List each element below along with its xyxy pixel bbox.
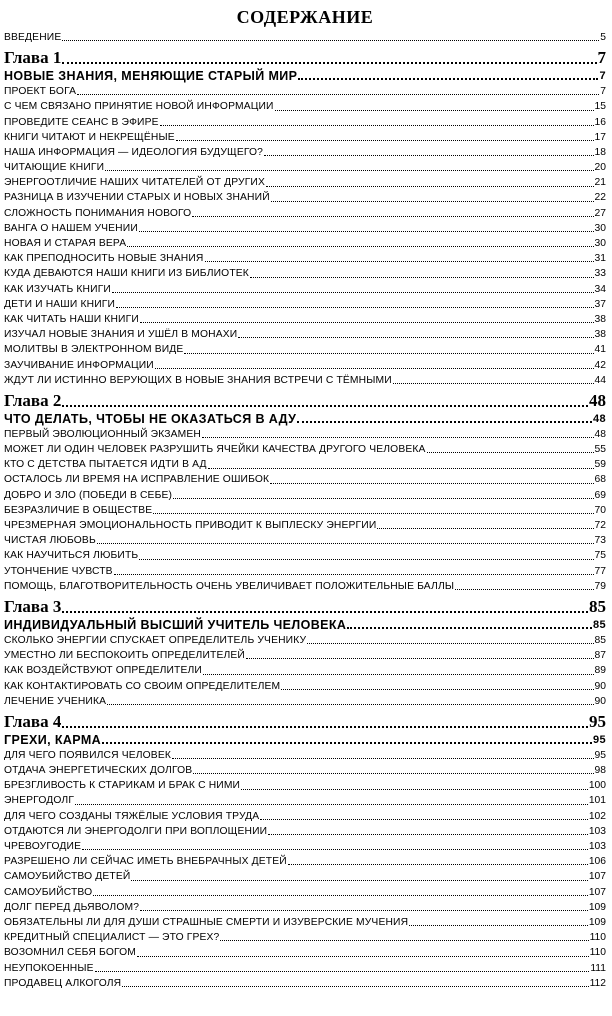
dot-leader — [377, 528, 593, 529]
toc-entry-page: 109 — [588, 901, 606, 913]
dot-leader — [208, 468, 594, 469]
toc-entry-title: БРЕЗГЛИВОСТЬ К СТАРИКАМ И БРАК С НИМИ — [4, 780, 241, 792]
toc-entry-title: ПРОВЕДИТЕ СЕАНС В ЭФИРЕ — [4, 116, 159, 128]
toc-entry-title: ПРОДАВЕЦ АЛКОГОЛЯ — [4, 977, 122, 989]
dot-leader — [288, 864, 588, 865]
dot-leader — [176, 140, 594, 141]
toc-entry-page: 5 — [600, 31, 606, 43]
toc-entry[interactable] — [4, 503, 606, 518]
dot-leader — [105, 170, 593, 171]
toc-entry-page: 21 — [594, 177, 606, 189]
toc-entry-title: ПОМОЩЬ, БЛАГОТВОРИТЕЛЬНОСТЬ ОЧЕНЬ УВЕЛИЧИВАЕТ ПОЛОЖИТЕЛЬНЫЕ БАЛЛЫ — [4, 580, 455, 592]
dot-leader — [193, 773, 593, 774]
toc-entry[interactable] — [4, 976, 606, 991]
toc-entry[interactable] — [4, 145, 606, 160]
dot-leader — [455, 589, 593, 590]
toc-entry-page: 90 — [594, 695, 606, 707]
chapter-heading[interactable] — [4, 596, 606, 617]
toc-entry-page: 106 — [588, 856, 606, 868]
toc-entry-page: 103 — [588, 841, 606, 853]
dot-leader — [75, 804, 588, 805]
dot-leader — [246, 658, 594, 659]
dot-leader — [160, 125, 594, 126]
toc-entry[interactable] — [4, 564, 606, 579]
dot-leader — [153, 513, 593, 514]
chapter-heading[interactable] — [4, 711, 606, 732]
toc-entry-page: 70 — [594, 504, 606, 516]
dot-leader — [205, 261, 594, 262]
toc-entry-title: ОСТАЛОСЬ ЛИ ВРЕМЯ НА ИСПРАВЛЕНИЕ ОШИБОК — [4, 474, 270, 486]
toc-entry[interactable] — [4, 961, 606, 976]
toc-list — [4, 47, 606, 991]
dot-leader — [266, 186, 594, 187]
toc-entry-page: 44 — [594, 374, 606, 386]
toc-entry-title: ЗАУЧИВАНИЕ ИНФОРМАЦИИ — [4, 359, 154, 371]
dot-leader — [268, 834, 588, 835]
toc-entry[interactable] — [4, 900, 606, 915]
dot-leader — [238, 337, 593, 338]
toc-entry[interactable] — [4, 442, 606, 457]
toc-intro-entry[interactable] — [4, 30, 606, 45]
toc-entry-page: 38 — [594, 329, 606, 341]
dot-leader — [62, 62, 596, 64]
section-heading[interactable] — [4, 411, 606, 427]
toc-entry-title: ВАНГА О НАШЕМ УЧЕНИИ — [4, 222, 138, 234]
toc-entry-page: 103 — [588, 825, 606, 837]
toc-entry[interactable] — [4, 518, 606, 533]
toc-entry[interactable] — [4, 869, 606, 884]
dot-leader — [140, 322, 594, 323]
toc-entry-title: ЭНЕРГООТЛИЧИЕ НАШИХ ЧИТАТЕЛЕЙ ОТ ДРУГИХ — [4, 177, 266, 189]
toc-entry-page: 107 — [588, 886, 606, 898]
toc-entry-title: ДОЛГ ПЕРЕД ДЬЯВОЛОМ? — [4, 901, 140, 913]
dot-leader — [250, 277, 594, 278]
toc-entry[interactable] — [4, 191, 606, 206]
toc-entry-title: КАК КОНТАКТИРОВАТЬ СО СВОИМ ОПРЕДЕЛИТЕЛЕМ — [4, 680, 281, 692]
toc-entry-page: 102 — [588, 810, 606, 822]
toc-entry[interactable] — [4, 579, 606, 594]
dot-leader — [137, 956, 589, 957]
dot-leader — [62, 726, 588, 728]
toc-entry[interactable] — [4, 297, 606, 312]
toc-entry-title: ОТДАЮТСЯ ЛИ ЭНЕРГОДОЛГИ ПРИ ВОПЛОЩЕНИИ — [4, 825, 268, 837]
dot-leader — [62, 405, 588, 407]
toc-entry-title: НОВАЯ И СТАРАЯ ВЕРА — [4, 238, 127, 250]
dot-leader — [241, 789, 588, 790]
dot-leader — [116, 307, 594, 308]
toc-entry-page: 111 — [590, 962, 606, 974]
toc-entry-page: 69 — [594, 489, 606, 501]
toc-entry-page: 110 — [589, 947, 606, 959]
section-heading-title: НОВЫЕ ЗНАНИЯ, МЕНЯЮЩИЕ СТАРЫЙ МИР — [4, 69, 298, 84]
chapter-heading-page: 85 — [589, 597, 606, 616]
toc-entry-title: УТОНЧЕНИЕ ЧУВСТВ — [4, 565, 113, 577]
toc-entry[interactable] — [4, 327, 606, 342]
toc-entry[interactable] — [4, 548, 606, 563]
section-heading[interactable] — [4, 68, 606, 84]
toc-entry[interactable] — [4, 373, 606, 388]
dot-leader — [192, 216, 593, 217]
toc-entry-title: КАК ВОЗДЕЙСТВУЮТ ОПРЕДЕЛИТЕЛИ — [4, 665, 202, 677]
toc-entry-page: 27 — [594, 207, 606, 219]
toc-entry[interactable] — [4, 915, 606, 930]
dot-leader — [112, 292, 594, 293]
toc-entry[interactable] — [4, 885, 606, 900]
toc-entry-page: 79 — [594, 580, 606, 592]
chapter-heading-title: Глава 1 — [4, 48, 62, 68]
toc-entry[interactable] — [4, 130, 606, 145]
toc-entry[interactable] — [4, 427, 606, 442]
toc-entry-title: ДЛЯ ЧЕГО СОЗДАНЫ ТЯЖЁЛЫЕ УСЛОВИЯ ТРУДА — [4, 810, 260, 822]
toc-entry-page: 30 — [594, 222, 606, 234]
toc-entry[interactable] — [4, 342, 606, 357]
toc-entry-page: 7 — [600, 86, 606, 98]
section-heading-title: ЧТО ДЕЛАТЬ, ЧТОБЫ НЕ ОКАЗАТЬСЯ В АДУ — [4, 411, 297, 426]
dot-leader — [409, 925, 588, 926]
toc-entry-page: 112 — [589, 977, 606, 989]
dot-leader — [93, 895, 588, 896]
toc-entry-title: КРЕДИТНЫЙ СПЕЦИАЛИСТ — ЭТО ГРЕХ? — [4, 932, 220, 944]
toc-entry-title: ЖДУТ ЛИ ИСТИННО ВЕРУЮЩИХ В НОВЫЕ ЗНАНИЯ ВСТРЕЧИ С ТЁМНЫМИ — [4, 374, 392, 386]
toc-entry-title: ЧРЕВОУГОДИЕ — [4, 841, 82, 853]
toc-entry-page: 48 — [594, 428, 606, 440]
dot-leader — [203, 674, 594, 675]
toc-entry-page: 33 — [594, 268, 606, 280]
dot-leader — [82, 849, 588, 850]
dot-leader — [102, 742, 592, 744]
toc-entry-title: ЭНЕРГОДОЛГ — [4, 795, 75, 807]
toc-entry[interactable] — [4, 794, 606, 809]
chapter-heading[interactable] — [4, 47, 606, 68]
toc-entry-title: ДОБРО И ЗЛО (ПОБЕДИ В СЕБЕ) — [4, 489, 173, 501]
toc-entry-title: ВВЕДЕНИЕ — [4, 31, 62, 43]
dot-leader — [202, 437, 594, 438]
toc-entry-title: С ЧЕМ СВЯЗАНО ПРИНЯТИЕ НОВОЙ ИНФОРМАЦИИ — [4, 101, 274, 113]
toc-entry-page: 72 — [594, 520, 606, 532]
toc-entry-page: 73 — [594, 535, 606, 547]
toc-entry-title: БЕЗРАЗЛИЧИЕ В ОБЩЕСТВЕ — [4, 504, 153, 516]
dot-leader — [173, 498, 593, 499]
dot-leader — [139, 559, 593, 560]
dot-leader — [427, 452, 594, 453]
toc-entry[interactable] — [4, 84, 606, 99]
dot-leader — [270, 483, 593, 484]
toc-entry[interactable] — [4, 312, 606, 327]
toc-entry[interactable] — [4, 115, 606, 130]
dot-leader — [95, 971, 590, 972]
chapter-heading-title: Глава 4 — [4, 711, 62, 731]
toc-entry[interactable] — [4, 282, 606, 297]
page-title: СОДЕРЖАНИЕ — [236, 7, 374, 27]
dot-leader — [97, 543, 594, 544]
dot-leader — [275, 110, 594, 111]
section-heading-page: 95 — [592, 733, 606, 746]
section-heading-title: ГРЕХИ, КАРМА — [4, 732, 102, 747]
toc-entry[interactable] — [4, 809, 606, 824]
dot-leader — [127, 246, 593, 247]
dot-leader — [264, 155, 594, 156]
toc-entry-page: 16 — [594, 116, 606, 128]
toc-entry-title: ЧРЕЗМЕРНАЯ ЭМОЦИОНАЛЬНОСТЬ ПРИВОДИТ К ВЫПЛЕСКУ ЭНЕРГИИ — [4, 520, 377, 532]
toc-entry-page: 100 — [588, 780, 606, 792]
toc-entry-page: 101 — [588, 795, 606, 807]
toc-entry-title: ОБЯЗАТЕЛЬНЫ ЛИ ДЛЯ ДУШИ СТРАШНЫЕ СМЕРТИ И ИЗУВЕРСКИЕ МУЧЕНИЯ — [4, 916, 409, 928]
dot-leader — [122, 986, 588, 987]
toc-entry[interactable] — [4, 824, 606, 839]
toc-entry-title: КАК НАУЧИТЬСЯ ЛЮБИТЬ — [4, 550, 139, 562]
toc-entry-page: 55 — [594, 444, 606, 456]
toc-entry-page: 89 — [594, 665, 606, 677]
toc-entry-title: КУДА ДЕВАЮТСЯ НАШИ КНИГИ ИЗ БИБЛИОТЕК — [4, 268, 249, 280]
dot-leader — [77, 94, 599, 95]
dot-leader — [298, 78, 598, 80]
toc-entry-title: КАК ПРЕПОДНОСИТЬ НОВЫЕ ЗНАНИЯ — [4, 253, 204, 265]
section-heading-title: ИНДИВИДУАЛЬНЫЙ ВЫСШИЙ УЧИТЕЛЬ ЧЕЛОВЕКА — [4, 618, 347, 632]
dot-leader — [271, 201, 594, 202]
toc-entry[interactable] — [4, 160, 606, 175]
dot-leader — [114, 574, 594, 575]
toc-entry-page: 59 — [594, 459, 606, 471]
dot-leader — [139, 231, 594, 232]
dot-leader — [281, 689, 593, 690]
toc-entry[interactable] — [4, 648, 606, 663]
toc-entry[interactable] — [4, 663, 606, 678]
toc-entry[interactable] — [4, 457, 606, 472]
toc-entry-title: РАЗНИЦА В ИЗУЧЕНИИ СТАРЫХ И НОВЫХ ЗНАНИЙ — [4, 192, 270, 204]
toc-entry-page: 77 — [594, 565, 606, 577]
toc-entry-title: ПРОЕКТ БОГА — [4, 86, 77, 98]
toc-entry-page: 17 — [594, 131, 606, 143]
toc-entry-page: 109 — [588, 916, 606, 928]
dot-leader — [107, 704, 593, 705]
dot-leader — [184, 353, 593, 354]
toc-entry[interactable] — [4, 99, 606, 114]
toc-entry-page: 22 — [594, 192, 606, 204]
dot-leader — [62, 611, 588, 613]
chapter-heading-title: Глава 3 — [4, 597, 62, 616]
toc-entry[interactable] — [4, 930, 606, 945]
toc-entry-title: ДЛЯ ЧЕГО ПОЯВИЛСЯ ЧЕЛОВЕК — [4, 749, 171, 761]
toc-entry-title: РАЗРЕШЕНО ЛИ СЕЙЧАС ИМЕТЬ ВНЕБРАЧНЫХ ДЕТЕЙ — [4, 856, 287, 868]
section-heading-page: 7 — [599, 70, 606, 83]
toc-entry-page: 95 — [594, 749, 606, 761]
toc-entry-title: КАК ЧИТАТЬ НАШИ КНИГИ — [4, 313, 139, 325]
toc-entry-title: САМОУБИЙСТВО — [4, 886, 93, 898]
toc-entry[interactable] — [4, 236, 606, 251]
toc-entry-page: 18 — [594, 146, 606, 158]
section-heading-page: 85 — [592, 619, 606, 631]
toc-entry-title: МОЖЕТ ЛИ ОДИН ЧЕЛОВЕК РАЗРУШИТЬ ЯЧЕЙКИ КАЧЕСТВА ДРУГОГО ЧЕЛОВЕКА — [4, 444, 426, 456]
toc-entry-title: ЛЕЧЕНИЕ УЧЕНИКА — [4, 695, 107, 707]
chapter-heading[interactable] — [4, 390, 606, 411]
dot-leader — [155, 368, 594, 369]
toc-entry[interactable] — [4, 473, 606, 488]
dot-leader — [260, 819, 587, 820]
toc-entry-title: САМОУБИЙСТВО ДЕТЕЙ — [4, 871, 131, 883]
toc-entry-title: СКОЛЬКО ЭНЕРГИИ СПУСКАЕТ ОПРЕДЕЛИТЕЛЬ УЧЕНИКУ — [4, 634, 307, 646]
toc-entry-page: 15 — [594, 101, 606, 113]
toc-entry-page: 37 — [594, 298, 606, 310]
toc-entry[interactable] — [4, 633, 606, 648]
toc-entry-title: ОТДАЧА ЭНЕРГЕТИЧЕСКИХ ДОЛГОВ — [4, 765, 193, 777]
toc-entry[interactable] — [4, 533, 606, 548]
toc-entry-page: 41 — [594, 344, 606, 356]
toc-entry-page: 107 — [588, 871, 606, 883]
toc-entry-page: 38 — [594, 313, 606, 325]
chapter-heading-page: 7 — [597, 48, 606, 68]
toc-entry-page: 68 — [594, 474, 606, 486]
toc-entry-title: ДЕТИ И НАШИ КНИГИ — [4, 298, 116, 310]
toc-entry-page: 42 — [594, 359, 606, 371]
toc-entry-page: 85 — [594, 634, 606, 646]
toc-entry-title: МОЛИТВЫ В ЭЛЕКТРОННОМ ВИДЕ — [4, 344, 184, 356]
toc-entry[interactable] — [4, 679, 606, 694]
toc-entry[interactable] — [4, 748, 606, 763]
chapter-heading-title: Глава 2 — [4, 390, 62, 410]
chapter-heading-page: 48 — [589, 390, 606, 410]
toc-entry-title: КАК ИЗУЧАТЬ КНИГИ — [4, 283, 111, 295]
section-heading-page: 48 — [592, 412, 606, 425]
toc-entry[interactable] — [4, 251, 606, 266]
toc-entry[interactable] — [4, 488, 606, 503]
toc-entry-page: 90 — [594, 680, 606, 692]
dot-leader — [220, 940, 588, 941]
dot-leader — [347, 627, 592, 629]
chapter-heading-page: 95 — [589, 711, 606, 731]
toc-entry-page: 20 — [594, 162, 606, 174]
toc-entry[interactable] — [4, 854, 606, 869]
toc-entry[interactable] — [4, 175, 606, 190]
toc-entry-page: 31 — [594, 253, 606, 265]
toc-entry-title: КТО С ДЕТСТВА ПЫТАЕТСЯ ИДТИ В АД — [4, 459, 207, 471]
toc-entry[interactable] — [4, 358, 606, 373]
toc-entry-title: УМЕСТНО ЛИ БЕСПОКОИТЬ ОПРЕДЕЛИТЕЛЕЙ — [4, 650, 245, 662]
toc-entry[interactable] — [4, 778, 606, 793]
toc-entry[interactable] — [4, 206, 606, 221]
toc-entry-page: 75 — [594, 550, 606, 562]
toc-entry[interactable] — [4, 221, 606, 236]
toc-entry-title: ЧИСТАЯ ЛЮБОВЬ — [4, 535, 96, 547]
toc-entry-page: 87 — [594, 650, 606, 662]
dot-leader — [393, 383, 594, 384]
toc-entry[interactable] — [4, 839, 606, 854]
toc-entry-title: ВОЗОМНИЛ СЕБЯ БОГОМ — [4, 947, 137, 959]
dot-leader — [172, 758, 594, 759]
toc-entry[interactable] — [4, 694, 606, 709]
toc-entry-title: НЕУПОКОЕННЫЕ — [4, 962, 94, 974]
dot-leader — [297, 421, 592, 423]
toc-entry[interactable] — [4, 763, 606, 778]
toc-entry-page: 34 — [594, 283, 606, 295]
toc-entry-page: 110 — [589, 932, 606, 944]
section-heading[interactable] — [4, 617, 606, 633]
toc-entry[interactable] — [4, 266, 606, 281]
toc-entry-title: ПЕРВЫЙ ЭВОЛЮЦИОННЫЙ ЭКЗАМЕН — [4, 428, 201, 440]
toc-entry[interactable] — [4, 945, 606, 960]
toc-entry-page: 98 — [594, 765, 606, 777]
toc-entry-title: НАША ИНФОРМАЦИЯ — ИДЕОЛОГИЯ БУДУЩЕГО? — [4, 146, 264, 158]
toc-entry-page: 30 — [594, 238, 606, 250]
dot-leader — [140, 910, 588, 911]
toc-entry-title: ИЗУЧАЛ НОВЫЕ ЗНАНИЯ И УШЁЛ В МОНАХИ — [4, 329, 238, 341]
dot-leader — [62, 40, 599, 41]
dot-leader — [307, 643, 593, 644]
section-heading[interactable] — [4, 732, 606, 748]
dot-leader — [131, 880, 587, 881]
toc-entry-title: КНИГИ ЧИТАЮТ И НЕКРЕЩЁНЫЕ — [4, 131, 175, 143]
toc-entry-title: ЧИТАЮЩИЕ КНИГИ — [4, 162, 105, 174]
toc-entry-title: СЛОЖНОСТЬ ПОНИМАНИЯ НОВОГО — [4, 207, 192, 219]
